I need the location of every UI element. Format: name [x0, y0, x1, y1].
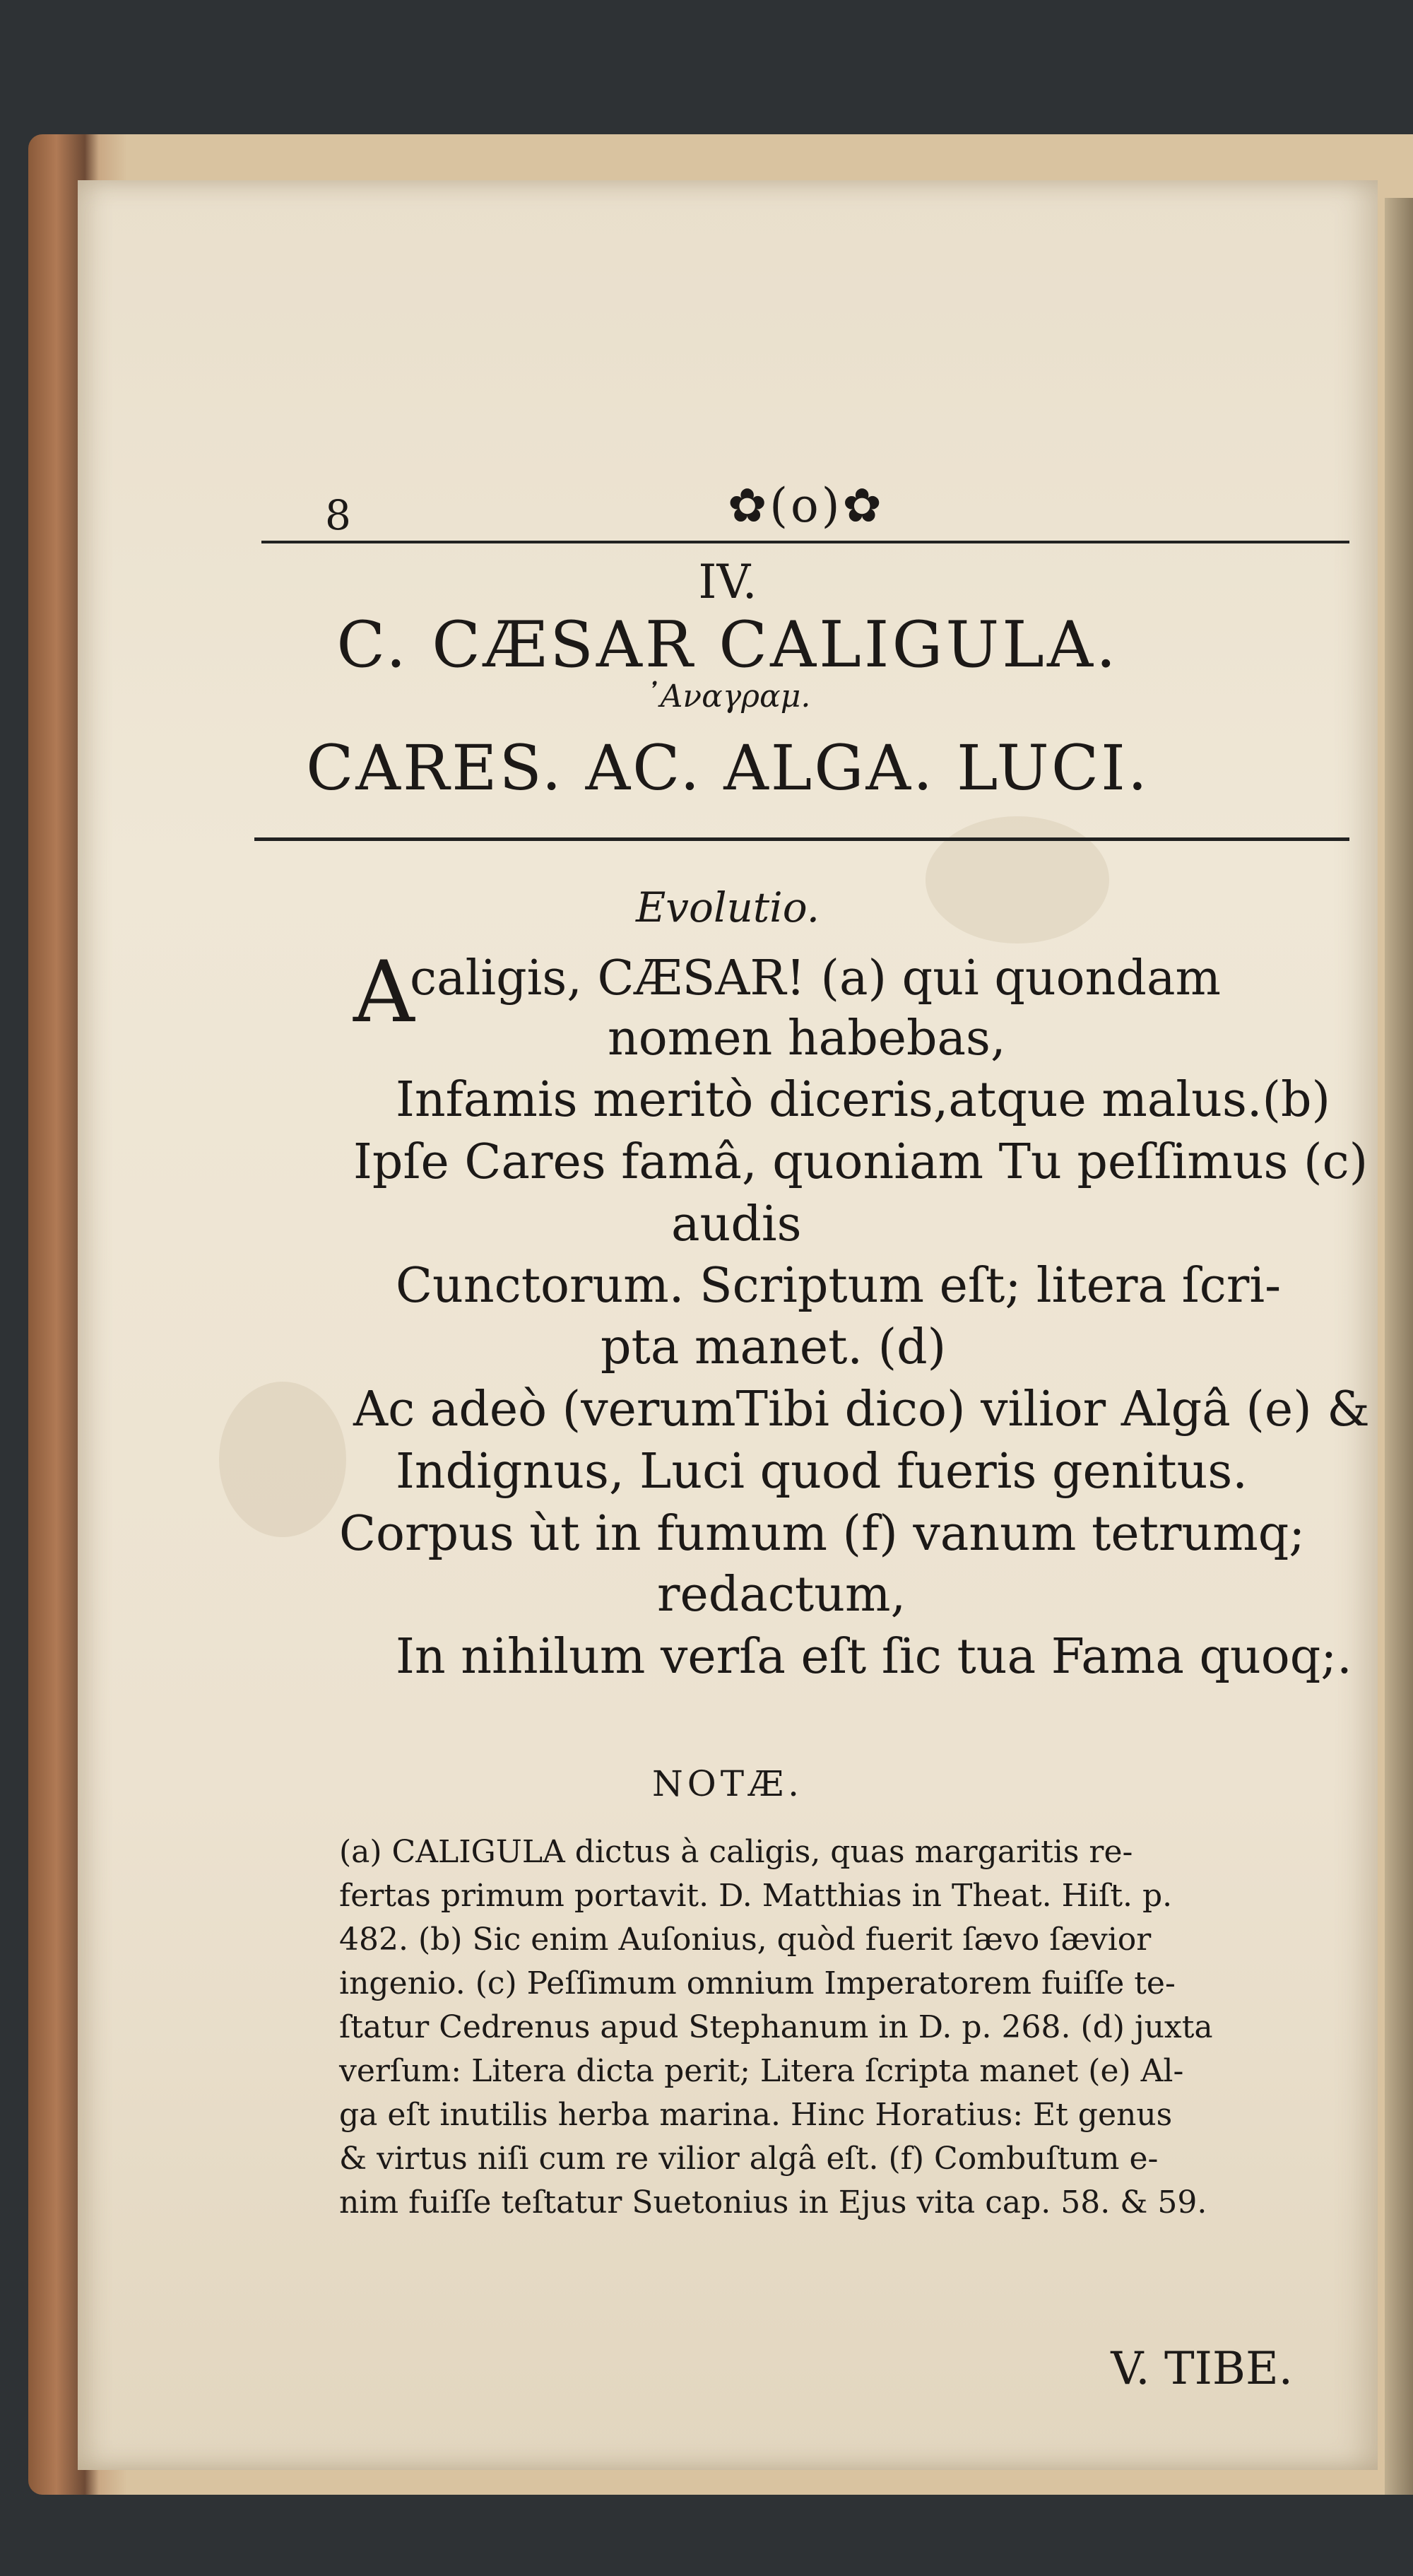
- notes-heading: NOTÆ.: [651, 1763, 804, 1804]
- verse-line: caligis, CÆSAR! (a) qui quondam: [410, 951, 1221, 1006]
- title-rule: [254, 837, 1349, 841]
- evolutio-heading: Evolutio.: [635, 883, 820, 931]
- note-line: nim fuiſſe teſtatur Suetonius in Ejus vita cap. 58. & 59.: [339, 2184, 1207, 2221]
- verse-line: audis: [671, 1196, 802, 1252]
- verse-line: nomen habebas,: [608, 1011, 1006, 1066]
- verse-line: Infamis meritò diceris,atque malus.(b): [396, 1072, 1331, 1128]
- next-page-edge: [1385, 198, 1413, 2495]
- note-line: 482. (b) Sic enim Auſonius, quòd fuerit ſævo ſævior: [339, 1922, 1152, 1958]
- note-line: (a) CALIGULA dictus à caligis, quas margaritis re-: [339, 1834, 1133, 1870]
- section-numeral: IV.: [698, 555, 757, 609]
- verse-line: pta manet. (d): [601, 1319, 947, 1375]
- header-ornament: ✿(o)✿: [728, 478, 885, 533]
- verse-line: Ac adeò (verumTibi dico) vilior Algâ (e) &: [353, 1382, 1370, 1437]
- verse-line: In nihilum verſa eſt ſic tua Fama quoq;.: [396, 1629, 1352, 1685]
- note-line: ingenio. (c) Peſſimum omnium Imperatorem fuiſſe te-: [339, 1965, 1176, 2001]
- paper-stain: [219, 1382, 346, 1537]
- verse-line: redactum,: [657, 1567, 906, 1623]
- verse-line: Corpus ùt in fumum (f) vanum tetrumq;: [339, 1506, 1306, 1562]
- note-line: fertas primum portavit. D. Matthias in Theat. Hiſt. p.: [339, 1878, 1173, 1914]
- verse-line: Indignus, Luci quod fueris genitus.: [396, 1444, 1248, 1500]
- anagram-label: ᾽Αναγραμ.: [644, 678, 811, 714]
- note-line: ſtatur Cedrenus apud Stephanum in D. p. 268. (d) juxta: [339, 2009, 1213, 2045]
- emperor-title: C. CÆSAR CALIGULA.: [336, 608, 1119, 682]
- anagram-text: CARES. AC. ALGA. LUCI.: [306, 731, 1149, 804]
- verse-line: Cunctorum. Scriptum eſt; litera ſcri-: [396, 1258, 1282, 1314]
- drop-cap: A: [353, 943, 415, 1042]
- note-line: ga eſt inutilis herba marina. Hinc Horatius: Et genus: [339, 2097, 1173, 2133]
- page-number: 8: [325, 491, 351, 539]
- book-page: [78, 180, 1378, 2470]
- catchword: V. TIBE.: [1111, 2343, 1293, 2395]
- header-rule: [261, 541, 1349, 543]
- note-line: & virtus niſi cum re vilior algâ eſt. (f) Combuſtum e-: [339, 2141, 1159, 2177]
- note-line: verſum: Litera dicta perit; Litera ſcripta manet (e) Al-: [339, 2053, 1184, 2089]
- verse-line: Ipſe Cares famâ, quoniam Tu peſſimus (c): [353, 1134, 1368, 1190]
